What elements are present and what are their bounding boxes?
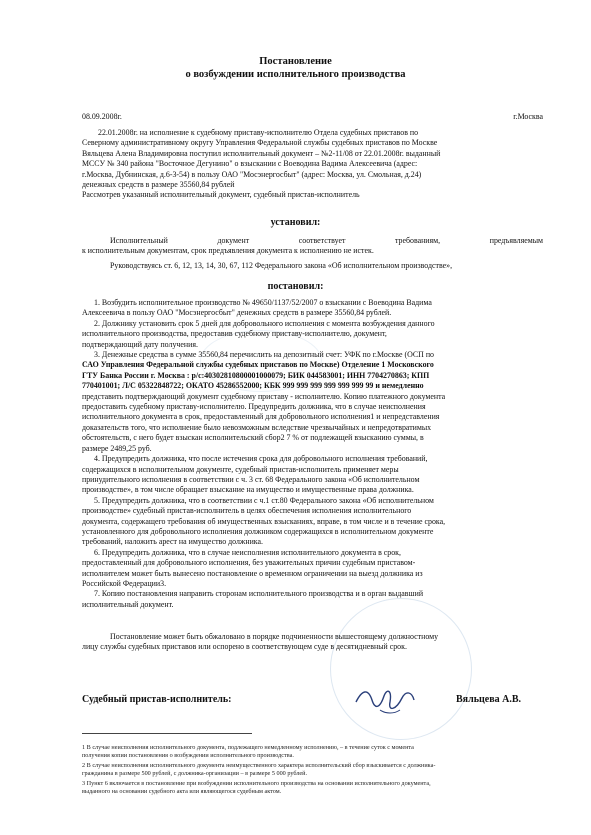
intro-line: Рассмотрев указанный исполнительный документ, судебный пристав-исполнитель [82,190,360,200]
resolved-line: доказательств того, что исполнение было невозможным вследствие чрезвычайных и непредотвратимых [82,422,432,432]
resolved-line: 3. Денежные средства в сумме 35560,84 перечислить на депозитный счет: УФК по г.Москве (ОСП по [94,350,434,360]
handwritten-signature [350,680,420,720]
intro-paragraph [82,128,543,201]
appeal-line: лицу службы судебных приставов или оспорено в соответствующем суде в десятидневный срок. [82,642,407,652]
resolved-line: 770401001; Л/С 05322848722; ОКАТО 45286552000; КБК 999 999 999 999 999 999 99 и немедленно [82,381,424,391]
intro-line: МССУ № 340 района "Восточное Дегунино" о взыскании с Воеводина Вадима Алексеевича (адрес: [82,159,418,169]
resolved-line: 4. Предупредить должника, что после истечения срока для добровольного исполнения требований, [94,454,428,464]
resolved-line: производстве», в том числе обращает взыскание на имущество и имущественные права должника. [82,485,414,495]
resolved-line: размере 2489,25 руб. [82,443,152,453]
resolved-line: установленного для добровольного исполнения должником содержащихся в исполнительном документе [82,526,434,536]
resolved-line: 6. Предупредить должника, что в случае неисполнения исполнительного документа в срок, [94,547,401,557]
document-date: 08.09.2008г. [82,112,122,121]
resolved-line: исполнительный документ. [82,599,174,609]
footnote-line: получения копии постановления о возбуждении исполнительного производства. [82,752,294,759]
signature-name: Вяльцева А.В. [456,694,521,705]
resolved-line: 2. Должнику установить срок 5 дней для добровольного исполнения с момента возбуждения данного [94,318,435,328]
footnote-line: гражданина в размере 500 рублей, с должника-организации – в размере 5 000 рублей. [82,770,308,777]
document-title: Постановление [259,56,332,67]
resolved-line: ГТУ Банка России г. Москва : р/с:40302810800001000079; БИК 044583001; ИНН 7704270863; КПП [82,370,430,380]
resolved-line: Алексеевича в пользу ОАО "Мосэнергосбыт" денежных средств в размере 35560,84 рублей. [82,308,392,318]
footnote-line: 2 В случае неисполнения исполнительного документа неимущественного характера исполнительский сбор взыскивается с должника- [82,762,436,769]
resolved-line: предоставить судебному приставу-исполнителю. Предупредить должника, что в случае неисполнения [82,402,426,412]
established-line: Руководствуясь ст. 6, 12, 13, 14, 30, 67, 112 Федерального закона «Об исполнительном производстве», [110,260,453,270]
section-heading-resolved: постановил: [267,281,324,292]
appeal-paragraph [82,632,543,653]
resolved-line: исполнительного производства, предоставив судебному приставу-исполнителю, документ, [82,329,387,339]
intro-line: денежных средств в размере 35560,84 рублей [82,180,235,190]
resolved-line: исполнителем может быть вынесено постановление о временном ограничении на выезд должника из [82,568,423,578]
resolved-line: подтверждающий дату получения. [82,339,198,349]
intro-line: Вяльцева Алена Владимировна поступил исполнительный документ – №2-11/08 от 22.01.2008г. выданный [82,148,441,158]
established-line: Исполнительный документ соответствует требованиям, предъявляемым [110,236,543,245]
footnote-divider [82,733,252,734]
resolved-line: представить подтверждающий документ судебному приставу - исполнителю. Копию платежного документа [82,391,446,401]
footnotes [82,744,552,796]
resolved-line: содержащихся в исполнительном документе, судебный пристав-исполнитель применяет меры [82,464,399,474]
signature-role: Судебный пристав-исполнитель: [82,694,232,705]
intro-line: Северному административному округу Управления Федеральной службы судебных приставов по Москве [82,138,438,148]
resolved-line: исполнительного документа в срок, предоставленный для добровольного исполнения1 и непредставления [82,412,440,422]
established-line: к исполнительным документам, срок предъявления документа к исполнению не истек. [82,246,374,256]
resolved-line: предоставленный для добровольного исполнения, без уважительных причин судебным приставом- [82,558,416,568]
resolved-line: 5. Предупредить должника, что в соответствии с ч.1 ст.80 Федерального закона «Об исполнительном [94,495,434,505]
intro-line: 22.01.2008г. на исполнение к судебному приставу-исполнителю Отдела судебных приставов по [98,128,419,137]
section-heading-established: установил: [270,217,321,228]
resolved-line: 7. Копию постановления направить сторонам исполнительного производства и в орган выдавший [94,589,424,599]
resolved-line: Российской Федерации3. [82,578,167,588]
resolved-line: документа, содержащего требования об имущественных взысканиях, вправе, в том числе и в течение срока, [82,516,446,526]
resolved-line: 1. Возбудить исполнительное производство № 49650/1137/52/2007 о взыскании с Воеводина Вадима [94,298,432,307]
footnote-line: 1 В случае неисполнения исполнительного документа, подлежащего немедленному исполнению, – в течение суток с момента [82,744,414,751]
resolved-line: обстоятельств, с него будет взыскан исполнительский сбор2 7 % от подлежащей взысканию суммы, в [82,433,424,443]
established-paragraph [82,236,543,271]
resolved-paragraph [82,298,543,610]
document-subtitle: о возбуждении исполнительного производства [185,69,406,80]
resolved-line: производстве» судебный пристав-исполнитель в целях обеспечения исполнения исполнительного [82,506,412,516]
document-city: г.Москва [513,112,543,121]
resolved-line: требований, наложить арест на имущество должника. [82,537,263,547]
appeal-line: Постановление может быть обжаловано в порядке подчиненности вышестоящему должностному [110,632,439,641]
intro-line: г.Москва, Дубнинская, д.6-3-54) в пользу ОАО "Мосэнергосбыт" (адрес: Москва, ул. Смольная, д.24) [82,169,422,179]
resolved-line: САО Управления Федеральной службы судебных приставов по Москве) Отделение 1 Московского [82,360,434,370]
footnote-line: 3 Пункт 6 включается в постановление при возбуждении исполнительного производства на основании исполнительного документа, [82,780,431,787]
resolved-line: принудительного исполнения в соответствии с ч. 3 ст. 68 Федерального закона «Об исполнительном [82,474,420,484]
footnote-line: выданного на основании судебного акта или являющегося судебным актом. [82,788,282,795]
